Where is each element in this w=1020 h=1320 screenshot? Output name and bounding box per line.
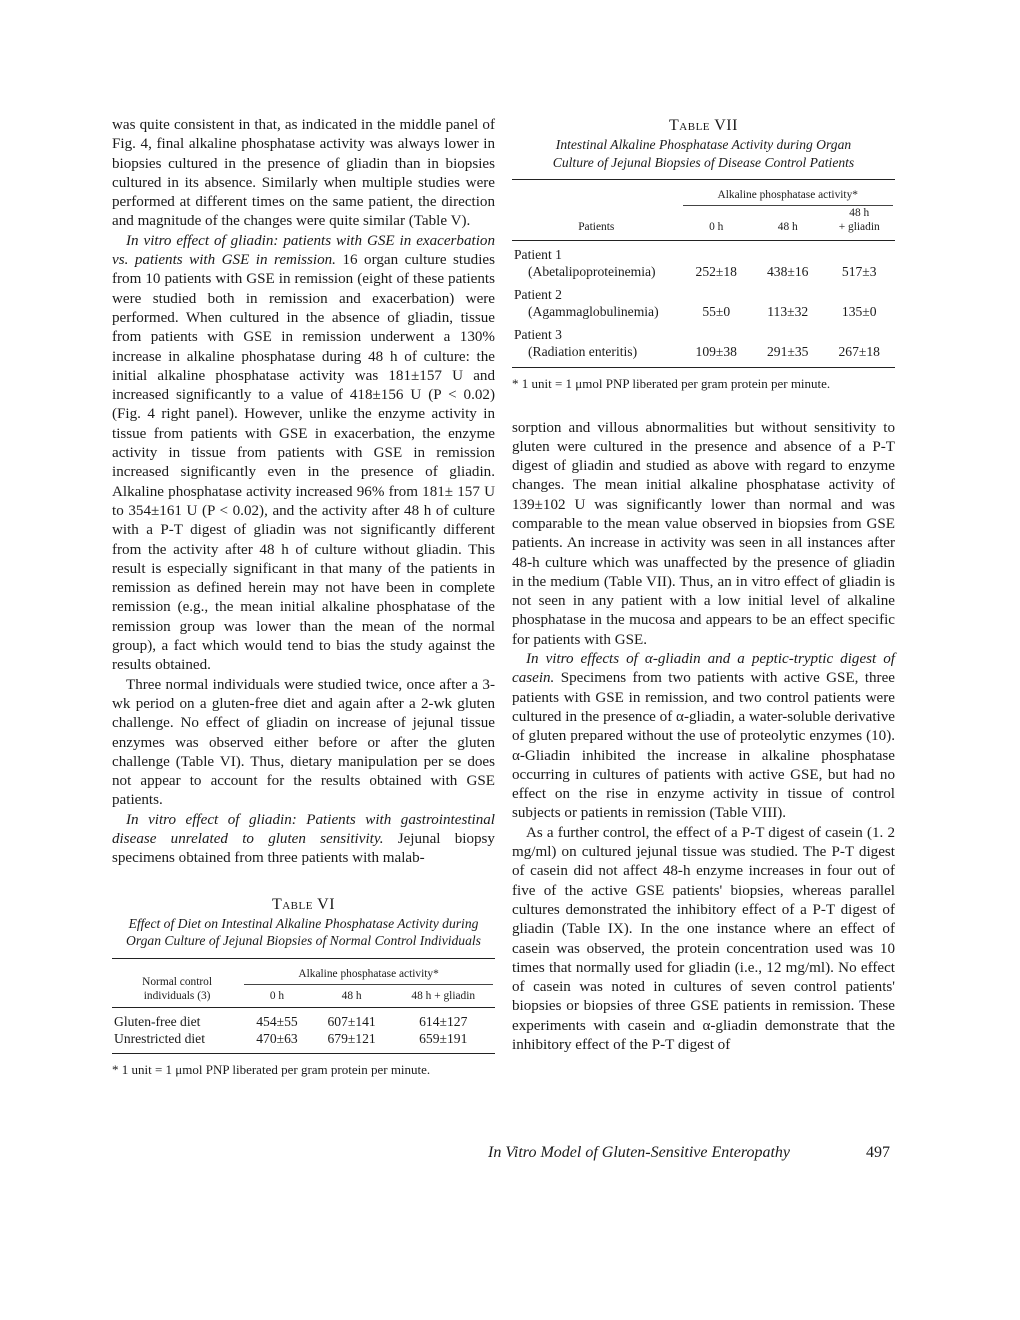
section-subheading: In vitro effects of α-gliadin and a peptic-tryptic digest of casein.	[512, 651, 895, 687]
left-paragraph-4	[112, 811, 495, 869]
row-label: Patient 3 (Radiation enteritis)	[514, 327, 638, 359]
table-row	[512, 320, 895, 368]
table-cell: 517±3	[841, 264, 877, 279]
table-title: Intestinal Alkaline Phosphatase Activity during Organ Culture of Jejunal Biopsies of Disease Control Patients	[552, 137, 855, 170]
table-number: Table VI	[271, 895, 336, 913]
column-header: 48 h	[777, 221, 798, 233]
left-paragraph-2	[112, 232, 495, 676]
left-column	[112, 116, 495, 1078]
table-cell: 267±18	[838, 344, 880, 359]
section-subheading: In vitro effect of gliadin: Patients with gastrointestinal disease unrelated to gluten sensitivity.	[112, 811, 495, 847]
table-title: Effect of Diet on Intestinal Alkaline Phosphatase Activity during Organ Culture of Jejunal Biopsies of Normal Control Individuals	[126, 915, 481, 949]
table-cell: 659±191	[419, 1030, 468, 1046]
right-column	[512, 116, 895, 1055]
row-header: Normal control individuals (3)	[142, 975, 213, 1002]
data-table	[112, 958, 495, 1054]
column-header: 0 h	[269, 989, 285, 1002]
table-row	[112, 1030, 495, 1054]
right-paragraph-3: As a further control, the effect of a P-T digest of casein (1. 2 mg/ml) on cultured jejunal tissue was studied. The P-T digest of casein did not affect 48-h enzyme increases in four out of five of the active GSE patients' biopsies, whereas parallel cultures demonstrated the inhibitory effect of a P-T digest of gliadin (Table IX). In the one instance where an effect of casein was observed, the protein concentration used was 10 times that normally used for gliadin (i.e., 12 mg/ml). No effect of casein was noted in cultures of seven control patients' biopsies or biopsies of three GSE patients in remission. These experiments with casein and α-gliadin demonstrate that the inhibitory effect of the P-T digest of	[512, 824, 895, 1053]
table-caption	[512, 116, 895, 171]
data-table	[512, 179, 895, 368]
table-cell: 135±0	[841, 304, 877, 319]
right-paragraph-2	[512, 650, 895, 824]
table-footnote: * 1 unit = 1 μmol PNP liberated per gram protein per minute.	[512, 376, 831, 391]
page-footer	[488, 1144, 890, 1162]
table-footnote: * 1 unit = 1 μmol PNP liberated per gram protein per minute.	[112, 1061, 431, 1077]
table-cell: 55±0	[702, 304, 731, 319]
row-label: Patient 2 (Agammaglobulinemia)	[514, 287, 659, 319]
table-vii	[512, 116, 895, 393]
left-paragraph-3: Three normal individuals were studied twice, once after a 3-wk period on a gluten-free diet and again after a 2-wk gluten challenge. No effect of gliadin on increase of jejunal tissue enzymes was observed either before or after the gluten challenge (Table VI). Thus, dietary manipulation per se does not appear to account for the results obtained with GSE patients.	[112, 676, 495, 809]
table-vi	[112, 895, 495, 1079]
paragraph-body: 16 organ culture studies from 10 patients with GSE in remission (eight of these patients were studied both in remission and exacerbation) were performed. When cultured in the absence of gliadin, tissue from patients with GSE in remission underwent a 130% increase in alkaline phosphatase during 48 h of culture: the initial alkaline phosphatase activity was 181±157 U and increased significantly to a value of 418±156 U (P < 0.02) (Fig. 4 right panel). However, unlike the enzyme activity in tissue from patients with GSE in exacerbation, the enzyme activity in tissue from patients with GSE in remission increased significantly even in the presence of gliadin. Alkaline phosphatase activity increased 96% from 181± 157 U to 354±161 U (P < 0.02), and the activity after 48 h of culture with a P-T digest of gliadin was not significantly different from the activity after 48 h of culture without gliadin. This result is especially significant in that many of the patients in remission as defined herein may not have been in complete remission (e.g., the mean initial alkaline phosphatase of the remission group was lower than the mean of the normal group), a fact which would tend to bias the study against the results obtained.	[112, 252, 495, 674]
column-header: 0 h	[709, 221, 724, 233]
table-number: Table VII	[669, 117, 738, 134]
table-cell: 454±55	[256, 1013, 298, 1029]
table-cell: 113±32	[767, 304, 809, 319]
spanning-header: Alkaline phosphatase activity*	[681, 180, 895, 207]
table-caption	[112, 895, 495, 950]
page-number: 497	[866, 1144, 890, 1161]
table-cell: 438±16	[766, 264, 809, 279]
spanning-header: Alkaline phosphatase activity*	[242, 958, 495, 985]
left-paragraph-1: was quite consistent in that, as indicated in the middle panel of Fig. 4, final alkaline phosphatase activity was always lower in biopsies cultured in the presence of gliadin than in biopsies cultured in its absence. Similarly when multiple studies were performed at different times on the same patient, the direction and magnitude of the changes were quite similar (Table V).	[112, 117, 495, 230]
section-subheading: In vitro effect of gliadin: patients with GSE in exacerbation vs. patients with GSE in remission.	[112, 232, 495, 269]
table-row	[112, 1007, 495, 1030]
table-cell: 614±127	[419, 1013, 468, 1029]
table-cell: 679±121	[327, 1030, 376, 1046]
table-cell: 470±63	[256, 1030, 298, 1046]
paragraph-body: Jejunal biopsy specimens obtained from three patients with malab-	[112, 830, 495, 867]
paragraph-body: Specimens from two patients with active GSE, three patients with GSE in remission, and two control patients were cultured in the presence of α-gliadin, a water-soluble derivative of gluten prepared without the use of proteolytic enzymes (10). α-Gliadin inhibited the increase in alkaline phosphatase occurring in cultures of patients with active GSE, but had no effect on the rise in enzyme activity in tissue of control subjects or patients in remission (Table VIII).	[512, 670, 895, 822]
running-title: In Vitro Model of Gluten-Sensitive Enteropathy	[488, 1144, 790, 1161]
row-header: Patients	[578, 221, 615, 233]
row-label: Patient 1 (Abetalipoproteinemia)	[514, 247, 656, 279]
row-label: Unrestricted diet	[114, 1030, 205, 1046]
table-cell: 109±38	[695, 344, 737, 359]
right-paragraph-1: sorption and villous abnormalities but without sensitivity to gluten were cultured in the presence and absence of a P-T digest of gliadin and studied as above with regard to enzyme changes. The mean initial alkaline phosphatase activity of 139±102 U was significantly lower than normal and was comparable to the mean value observed in biopsies from GSE patients. An increase in activity was seen in all instances after 48-h culture which was unaffected by the presence of gliadin in the medium (Table VII). Thus, an in vitro effect of gliadin is not seen in any patient with a low initial level of alkaline phosphatase in the mucosa and appears to be an effect specific for patients with GSE.	[512, 419, 895, 648]
table-cell: 607±141	[327, 1013, 376, 1029]
table-row	[512, 280, 895, 320]
table-row	[512, 241, 895, 281]
column-header: 48 h + gliadin	[838, 207, 880, 233]
table-cell: 252±18	[695, 264, 737, 279]
column-header: 48 h	[341, 989, 362, 1002]
row-label: Gluten-free diet	[114, 1013, 201, 1029]
right-text	[512, 419, 895, 1056]
column-header: 48 h + gliadin	[411, 989, 476, 1002]
table-cell: 291±35	[766, 344, 809, 359]
